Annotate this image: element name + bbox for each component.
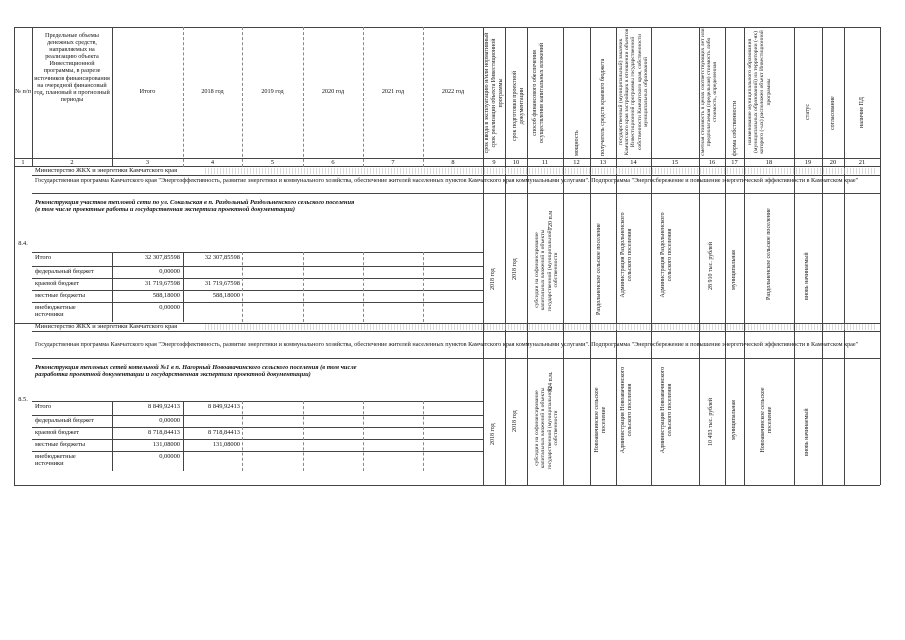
col-divider	[242, 401, 243, 471]
row-divider	[32, 358, 880, 359]
table-right-border	[880, 27, 881, 485]
header-col-2022: 2022 год	[441, 88, 465, 95]
column-number: 15	[671, 159, 679, 166]
col-divider	[32, 27, 33, 167]
s2-commissioning: 2018 год	[490, 423, 496, 445]
header-col-municipality: наименование муниципального образования (муниципальных образований) на территории (-ях) которого (-ых) расположен объект Инвестиционной программы	[747, 30, 772, 154]
column-number: 13	[599, 159, 607, 166]
object-title-2: Реконструкция тепловых сетей котельной №1 в п. Нагорный Новоавачинского сельского поселения (в том числе разработка проектной документации и государственная экспертиза проектной документации)	[35, 364, 357, 379]
column-number: 21	[858, 159, 866, 166]
funding-total-value: 8 849,92413	[148, 403, 180, 410]
s1-status: вновь начинаемый	[804, 252, 810, 300]
row-number-1: 8.4.	[18, 240, 28, 247]
s1-customer: Администрация Раздольненского сельского поселения	[620, 212, 633, 298]
column-number: 2	[70, 159, 74, 166]
row-divider	[32, 290, 484, 291]
funding-total-value: 31 719,67598	[144, 280, 180, 287]
s1-recipient: Раздольненское сельское поселение	[596, 223, 602, 315]
s1-cost: 28 910 тыс. рублей	[708, 242, 714, 290]
row-divider	[32, 439, 484, 440]
scan-noise	[205, 324, 875, 330]
header-col-cost: сметная стоимость в ценах соответствующих лет или предполагаемая (предельная) стоимость либо стоимость, определенная	[700, 28, 719, 156]
col-divider	[423, 401, 424, 471]
row-divider	[32, 302, 484, 303]
col-divider	[744, 27, 745, 485]
col-divider	[822, 27, 823, 485]
funding-2018-value: 588,18000	[212, 292, 240, 299]
s2-status: вновь начинаемый	[804, 408, 810, 456]
s2-design-term: 2018 год	[512, 410, 518, 432]
row-divider	[32, 451, 484, 452]
s2-recipient: Новоавачинское сельское поселение	[594, 387, 607, 453]
col-divider	[505, 27, 506, 485]
header-col-capacity: мощность	[574, 130, 580, 156]
ministry-label-1: Министерство ЖКХ и энергетики Камчатского края	[35, 167, 178, 174]
col-divider	[616, 27, 617, 485]
col-divider	[363, 27, 364, 167]
row-divider	[32, 331, 880, 332]
s2-financing-method: субсидии на софинансирование капитальных вложений в объекты государственной (муниципальной) собственности	[534, 386, 560, 470]
object-title-1: Реконструкция участков тепловой сети по ул. Сокальская в п. Раздольный Раздольненского сельского поселения (в том числе проектные работы и государственная экспертиза проектной документации)	[35, 199, 355, 214]
column-number: 4	[210, 159, 215, 166]
column-number: 16	[708, 159, 716, 166]
scan-noise	[205, 168, 875, 174]
s1-design-term: 2018 год	[512, 258, 518, 280]
funding-2018-value: 31 719,67598	[204, 280, 240, 287]
funding-2018-value: 131,08000	[212, 441, 240, 448]
s1-capacity: 720 п.м	[548, 210, 554, 230]
col-divider	[242, 252, 243, 322]
funding-2018-value: 8 849,92413	[208, 403, 240, 410]
header-col-design-docs: наличие ПД	[859, 97, 865, 128]
header-col-financing-method: способ финансового обеспечения осуществления капитальных вложений	[532, 42, 545, 144]
column-number: 17	[731, 159, 738, 166]
header-col-approval: согласование	[830, 96, 836, 130]
col-divider	[112, 401, 113, 471]
col-divider	[363, 252, 364, 322]
column-number: 18	[765, 159, 773, 166]
col-divider	[651, 27, 652, 485]
column-number: 20	[829, 159, 837, 166]
column-number: 3	[145, 159, 150, 166]
col-divider	[242, 27, 243, 167]
program-title-2: Государственная программа Камчатского края "Энергоэффективность, развитие энергетики и коммунального хозяйства, обеспечение жителей населенных пунктов Камчатского края коммунальными услугами". Подпрограмма "Энергосбережение и повышение энергетической эффективности в Камчатском крае"	[35, 341, 859, 348]
col-divider	[590, 27, 591, 485]
funding-total-value: 0,00000	[159, 268, 180, 275]
header-col-2020: 2020 год	[321, 88, 345, 95]
funding-2018-value: 8 718,84413	[208, 429, 240, 436]
s1-developer: Администрация Раздольненского сельского поселения	[660, 212, 673, 298]
row-divider	[32, 193, 880, 194]
row-divider	[32, 401, 484, 402]
col-divider	[794, 27, 795, 485]
header-col-number: № п/п	[15, 88, 31, 95]
funding-total-value: 131,08000	[152, 441, 180, 448]
row-divider	[32, 175, 880, 176]
col-divider	[183, 401, 184, 471]
header-col-customer: государственный (муниципальный) заказчик Камчатского края застройщик в отношении объектов Инвестиционной программы государственной собственности Камчатского края, собственности муниципальных образований	[618, 28, 649, 156]
funding-source-label: внебюджетные источники	[35, 453, 76, 468]
header-col-ownership: форма собственности	[732, 100, 738, 156]
funding-2018-value: 32 307,85598	[204, 254, 240, 261]
funding-source-label: краевой бюджет	[35, 280, 80, 287]
col-divider	[183, 252, 184, 322]
header-col-2018: 2018 год	[201, 88, 224, 95]
column-number: 6	[331, 159, 335, 166]
col-divider	[563, 27, 564, 485]
funding-source-label: внебюджетные источники	[35, 304, 76, 319]
funding-total-value: 0,00000	[159, 304, 180, 311]
col-divider	[303, 252, 304, 322]
row-divider	[32, 427, 484, 428]
header-col-2021: 2021 год	[381, 88, 405, 95]
funding-total-value: 32 307,85598	[144, 254, 180, 261]
row-divider	[32, 415, 484, 416]
funding-source-label: местные бюджеты	[35, 441, 86, 448]
s2-municipality: Новоавачинское сельское поселение	[760, 387, 773, 453]
s2-cost: 10 493 тыс. рублей	[708, 398, 714, 446]
s2-ownership: муниципальная	[731, 400, 737, 440]
header-col-2019: 2019 год	[261, 88, 284, 95]
column-number: 1	[21, 159, 25, 166]
column-number: 7	[391, 159, 395, 166]
col-divider	[844, 27, 845, 485]
col-divider	[112, 252, 113, 322]
col-divider	[423, 252, 424, 322]
s1-municipality: Раздольненское сельское поселение	[766, 208, 772, 300]
col-divider	[303, 401, 304, 471]
funding-source-label: местные бюджеты	[35, 292, 86, 299]
table-bottom-border	[14, 485, 880, 486]
table-left-border	[14, 27, 15, 485]
header-col-status: статус	[805, 103, 811, 120]
column-number: 14	[630, 159, 637, 166]
row-number-2: 8.5.	[18, 396, 28, 403]
column-number: 8	[451, 159, 455, 166]
row-divider	[32, 266, 484, 267]
column-number: 9	[492, 159, 496, 166]
header-col-recipient: получатель средств краевого бюджета	[600, 58, 606, 156]
s1-commissioning: 2018 год	[490, 268, 496, 290]
column-number: 19	[804, 159, 812, 166]
col-divider	[363, 401, 364, 471]
col-divider	[423, 27, 424, 167]
funding-source-label: Итого	[35, 403, 52, 410]
s2-capacity: 324 п.м.	[548, 371, 554, 392]
program-title-1: Государственная программа Камчатского края "Энергоэффективность, развитие энергетики и коммунального хозяйства, обеспечение жителей населенных пунктов Камчатского края коммунальными услугами". Подпрограмма "Энергосбережение и повышение энергетической эффективности в Камчатском крае"	[35, 177, 859, 184]
funding-total-value: 0,00000	[159, 417, 180, 424]
col-divider	[183, 27, 184, 167]
header-col-design-term: срок подготовки проектной документации	[512, 70, 525, 142]
col-divider	[527, 27, 528, 485]
header-col-volumes: Предельные объемы денежных средств, направляемых на реализацию объекта Инвестиционной программы, в разрезе источников финансирования на очередной финансовый год, плановый и прогнозный периоды	[34, 32, 110, 103]
funding-total-value: 588,18000	[152, 292, 180, 299]
column-number: 10	[512, 159, 520, 166]
column-number: 11	[541, 159, 549, 166]
s1-financing-method: субсидии на софинансирование капитальных вложений в объекты государственной (муниципальной) собственности	[534, 228, 560, 312]
s2-customer: Администрация Новоавачинского сельского поселения	[620, 366, 633, 454]
header-col-total: Итого	[139, 88, 156, 95]
header-col-commissioning: срок ввода в эксплуатацию и/или нормативный срок реализации объекта Инвестиционной программы	[484, 32, 504, 154]
s2-developer: Администрация Новоавачинского сельского поселения	[660, 366, 673, 454]
column-number: 5	[270, 159, 275, 166]
s1-ownership: муниципальная	[731, 250, 737, 290]
funding-source-label: Итого	[35, 254, 52, 261]
col-divider	[112, 27, 113, 167]
col-divider	[725, 27, 726, 485]
column-number: 12	[573, 159, 580, 166]
col-divider	[303, 27, 304, 167]
funding-source-label: краевой бюджет	[35, 429, 80, 436]
funding-total-value: 0,00000	[159, 453, 180, 460]
funding-total-value: 8 718,84413	[148, 429, 180, 436]
funding-source-label: федеральный бюджет	[35, 268, 94, 275]
row-divider	[32, 252, 484, 253]
row-divider	[32, 278, 484, 279]
funding-source-label: федеральный бюджет	[35, 417, 94, 424]
ministry-label-2: Министерство ЖКХ и энергетики Камчатского края	[35, 323, 178, 330]
